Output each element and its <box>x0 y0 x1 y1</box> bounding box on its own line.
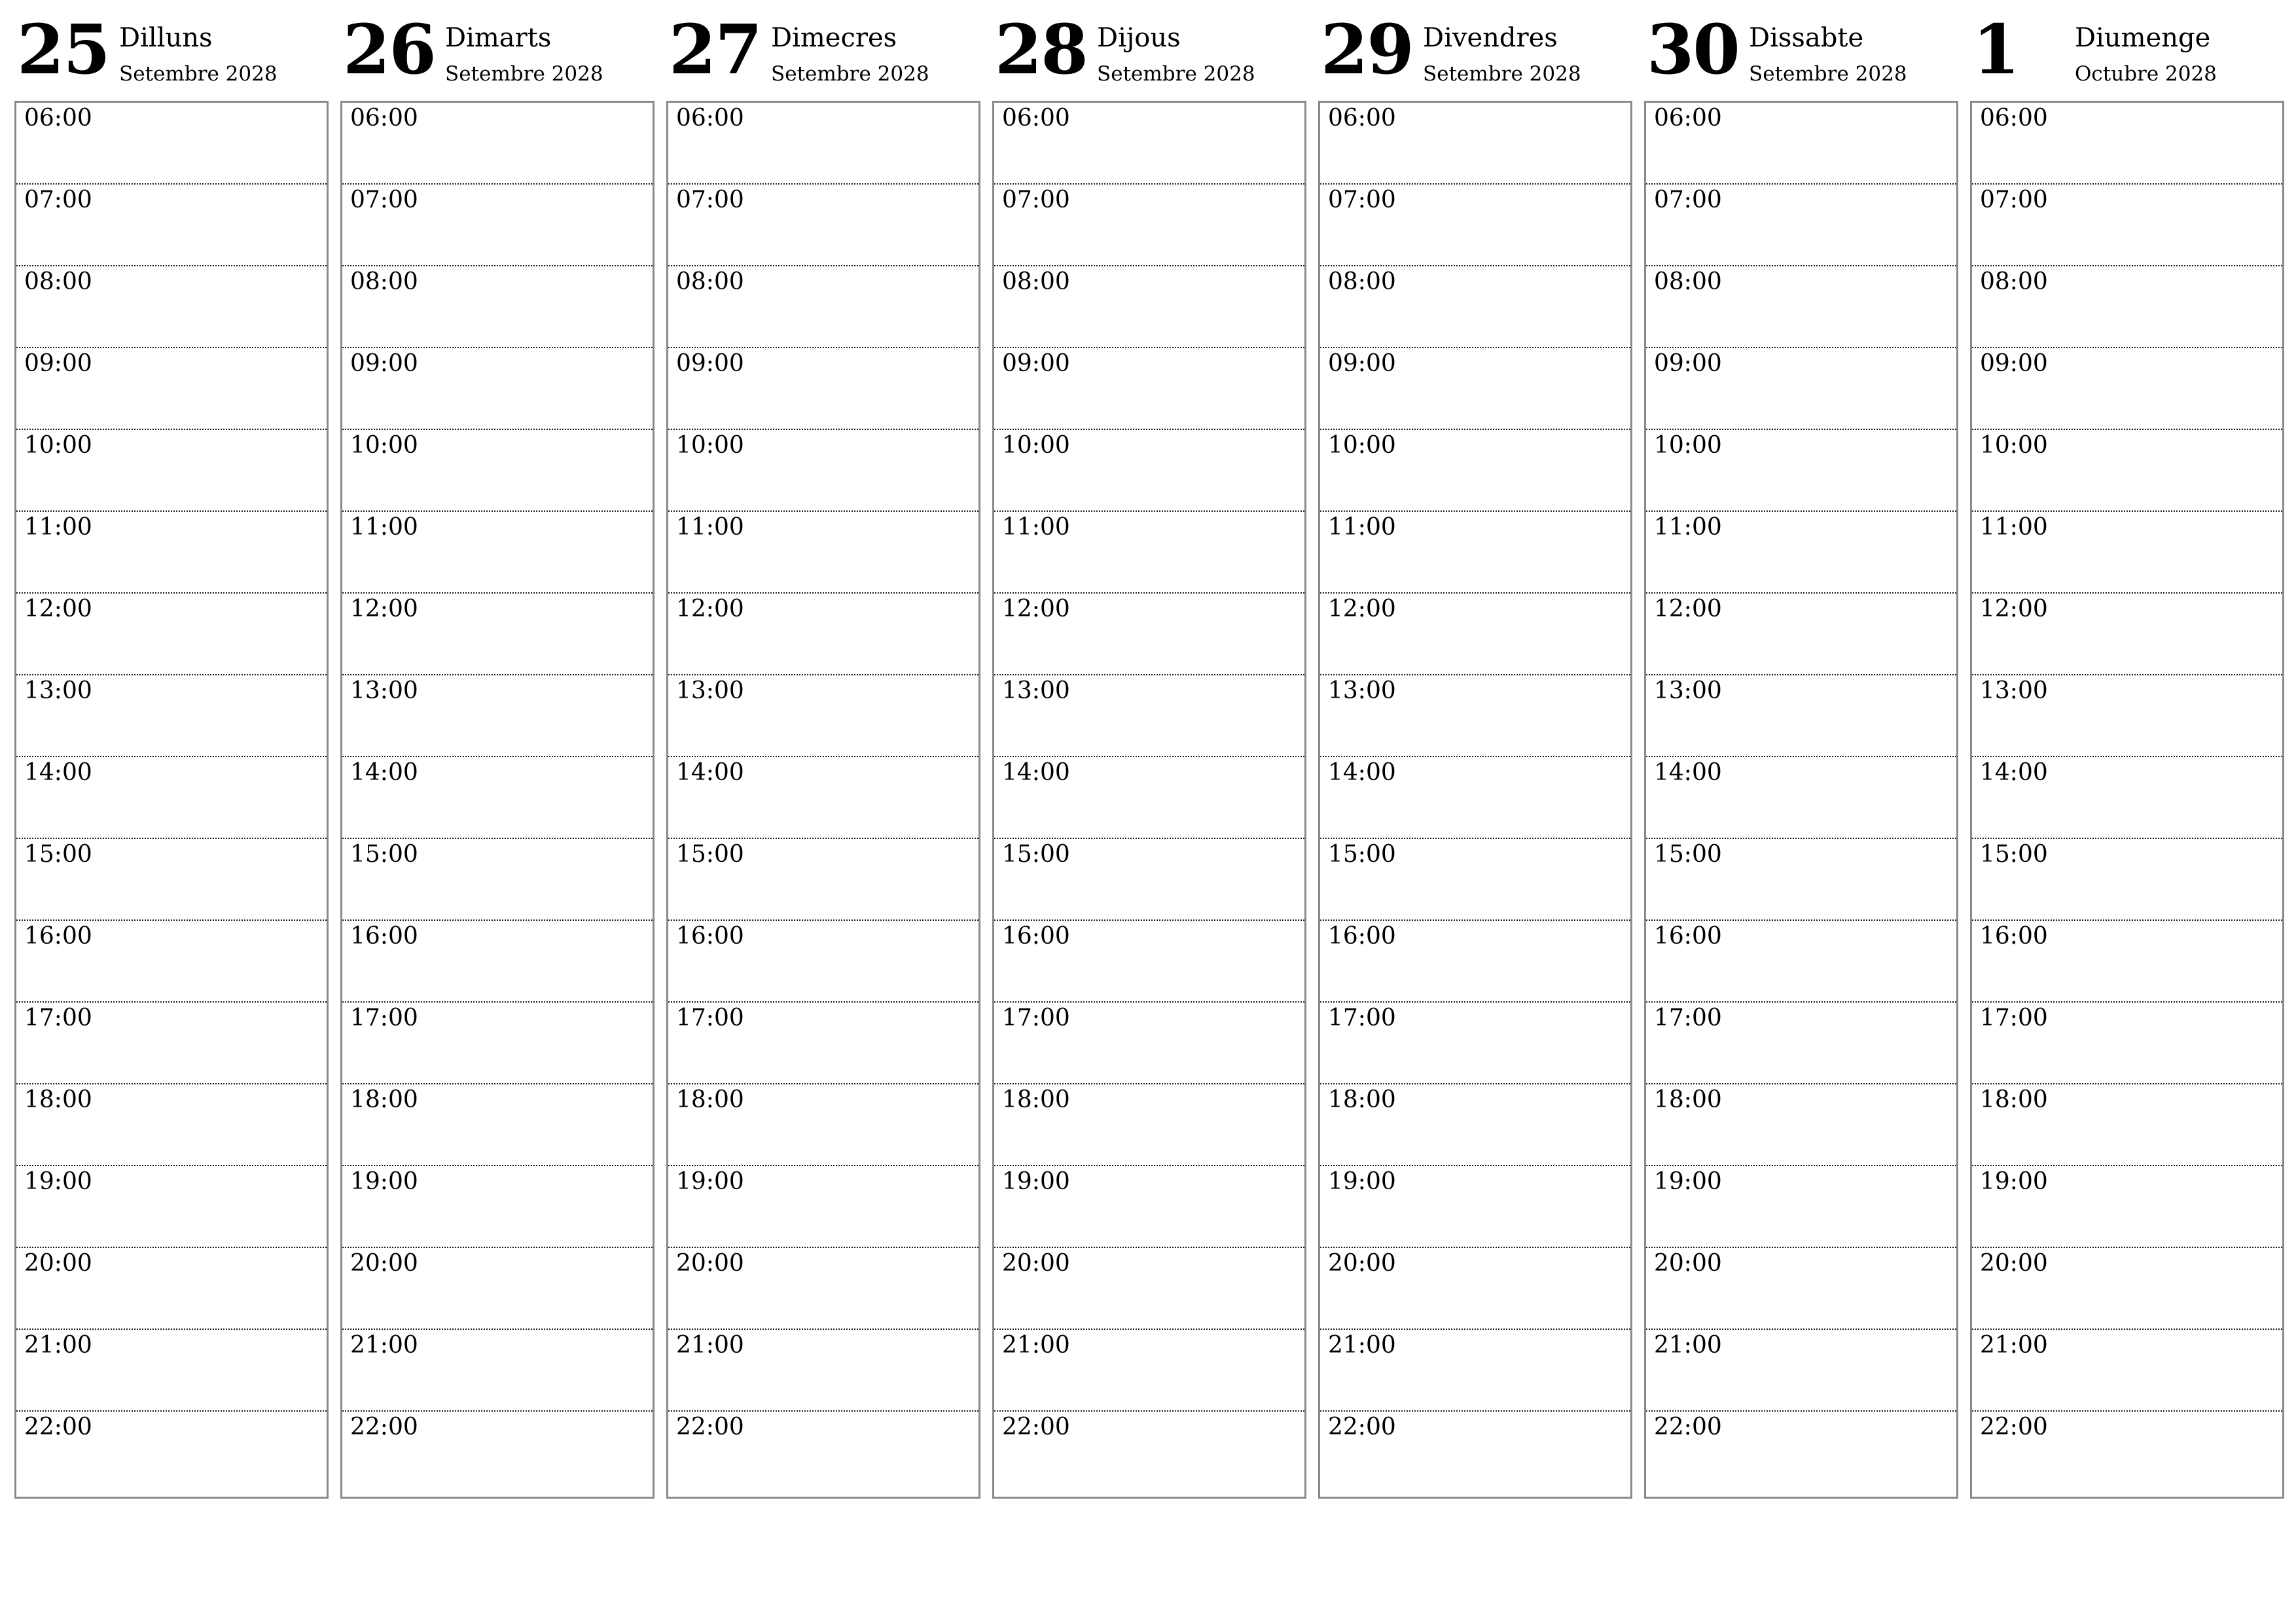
time-slot[interactable] <box>668 348 978 430</box>
time-slot-label: 21:00 <box>1328 1332 1396 1359</box>
time-slot[interactable] <box>1646 266 1956 348</box>
time-slot[interactable] <box>668 1084 978 1166</box>
weekly-planner <box>14 0 2286 1499</box>
time-slot-label: 08:00 <box>676 268 744 295</box>
time-slot-label: 13:00 <box>1002 677 1070 704</box>
time-slot[interactable] <box>668 1166 978 1248</box>
time-slot-label: 19:00 <box>350 1168 418 1195</box>
day-number: 26 <box>343 9 435 90</box>
time-slot[interactable] <box>994 185 1304 266</box>
time-slot[interactable] <box>16 348 327 430</box>
time-slot-label: 14:00 <box>1328 759 1396 786</box>
time-slot-label: 07:00 <box>1980 187 2048 213</box>
time-slot-label: 18:00 <box>676 1086 744 1113</box>
time-slot-label: 10:00 <box>676 432 744 459</box>
time-slot[interactable] <box>994 1166 1304 1248</box>
time-slot-label: 19:00 <box>24 1168 92 1195</box>
time-slot[interactable] <box>994 430 1304 512</box>
time-slot[interactable] <box>16 1412 327 1497</box>
day-header <box>666 0 979 98</box>
time-slot-label: 14:00 <box>676 759 744 786</box>
time-slot-label: 22:00 <box>1328 1414 1396 1440</box>
time-slot[interactable] <box>668 185 978 266</box>
time-slot-label: 17:00 <box>1980 1005 2048 1031</box>
time-slot[interactable] <box>994 757 1304 839</box>
time-slot-label: 17:00 <box>1328 1005 1396 1031</box>
time-slot[interactable] <box>1972 1412 2282 1497</box>
time-slot[interactable] <box>16 1084 327 1166</box>
time-slot[interactable] <box>16 1166 327 1248</box>
time-slot-label: 07:00 <box>1002 187 1070 213</box>
time-slot[interactable] <box>342 839 653 921</box>
time-slot[interactable] <box>1320 185 1630 266</box>
day-column <box>992 0 1305 1499</box>
time-slot-label: 15:00 <box>350 841 418 868</box>
time-slot-label: 10:00 <box>1328 432 1396 459</box>
time-slot[interactable] <box>668 1330 978 1412</box>
day-schedule-box <box>14 101 329 1499</box>
time-slot-label: 14:00 <box>1654 759 1722 786</box>
time-slot[interactable] <box>342 430 653 512</box>
time-slot[interactable] <box>994 675 1304 757</box>
time-slot-label: 14:00 <box>350 759 418 786</box>
time-slot-label: 18:00 <box>1980 1086 2048 1113</box>
time-slot-label: 15:00 <box>676 841 744 868</box>
time-slot-label: 07:00 <box>350 187 418 213</box>
time-slot-label: 22:00 <box>1002 1414 1070 1440</box>
time-slot[interactable] <box>994 1248 1304 1330</box>
day-header <box>992 0 1305 98</box>
time-slot-label: 11:00 <box>1980 514 2048 541</box>
time-slot-label: 12:00 <box>350 596 418 622</box>
time-slot[interactable] <box>1972 675 2282 757</box>
day-column <box>1644 0 1957 1499</box>
time-slot-label: 20:00 <box>24 1250 92 1277</box>
time-slot-label: 13:00 <box>350 677 418 704</box>
time-slot-label: 09:00 <box>676 350 744 377</box>
day-number: 28 <box>995 9 1087 90</box>
time-slot-label: 18:00 <box>24 1086 92 1113</box>
day-number: 30 <box>1647 9 1739 90</box>
time-slot[interactable] <box>1646 757 1956 839</box>
time-slot-label: 11:00 <box>1002 514 1070 541</box>
time-slot[interactable] <box>1972 594 2282 675</box>
time-slot[interactable] <box>342 1084 653 1166</box>
time-slot[interactable] <box>1320 1166 1630 1248</box>
time-slot-label: 09:00 <box>1654 350 1722 377</box>
time-slot[interactable] <box>1320 1084 1630 1166</box>
time-slot-label: 21:00 <box>1002 1332 1070 1359</box>
day-header <box>340 0 653 98</box>
time-slot-label: 19:00 <box>1328 1168 1396 1195</box>
time-slot[interactable] <box>1972 348 2282 430</box>
time-slot-label: 07:00 <box>676 187 744 213</box>
month-year-label: Setembre 2028 <box>1749 62 1907 86</box>
time-slot[interactable] <box>1320 103 1630 185</box>
time-slot-label: 15:00 <box>1328 841 1396 868</box>
time-slot-label: 06:00 <box>1654 105 1722 132</box>
time-slot-label: 12:00 <box>1654 596 1722 622</box>
time-slot[interactable] <box>342 1248 653 1330</box>
month-year-label: Setembre 2028 <box>119 62 278 86</box>
time-slot-label: 09:00 <box>1002 350 1070 377</box>
time-slot[interactable] <box>1646 1248 1956 1330</box>
time-slot-label: 18:00 <box>1328 1086 1396 1113</box>
time-slot-label: 22:00 <box>350 1414 418 1440</box>
time-slot[interactable] <box>668 921 978 1003</box>
time-slot[interactable] <box>1646 185 1956 266</box>
time-slot-label: 17:00 <box>1654 1005 1722 1031</box>
day-number: 25 <box>17 9 109 90</box>
time-slot-label: 08:00 <box>24 268 92 295</box>
time-slot[interactable] <box>1646 839 1956 921</box>
day-column <box>1318 0 1631 1499</box>
day-schedule-box <box>666 101 980 1499</box>
time-slot[interactable] <box>668 594 978 675</box>
time-slot-label: 08:00 <box>1654 268 1722 295</box>
time-slot-label: 16:00 <box>24 923 92 950</box>
time-slot-label: 11:00 <box>1654 514 1722 541</box>
time-slot[interactable] <box>16 921 327 1003</box>
time-slot[interactable] <box>1972 1166 2282 1248</box>
time-slot[interactable] <box>1972 430 2282 512</box>
time-slot[interactable] <box>1972 757 2282 839</box>
time-slot-label: 14:00 <box>24 759 92 786</box>
time-slot-label: 12:00 <box>676 596 744 622</box>
time-slot-label: 16:00 <box>1980 923 2048 950</box>
time-slot-label: 18:00 <box>1002 1086 1070 1113</box>
time-slot[interactable] <box>1646 1412 1956 1497</box>
time-slot-label: 11:00 <box>24 514 92 541</box>
time-slot[interactable] <box>16 1248 327 1330</box>
time-slot-label: 22:00 <box>676 1414 744 1440</box>
day-number: 1 <box>1973 9 2019 90</box>
weekday-name: Dijous <box>1097 23 1181 53</box>
time-slot-label: 20:00 <box>1980 1250 2048 1277</box>
time-slot[interactable] <box>1320 1330 1630 1412</box>
time-slot[interactable] <box>1320 839 1630 921</box>
time-slot[interactable] <box>994 1330 1304 1412</box>
time-slot-label: 06:00 <box>1328 105 1396 132</box>
time-slot-label: 17:00 <box>350 1005 418 1031</box>
time-slot[interactable] <box>1646 103 1956 185</box>
time-slot[interactable] <box>1320 430 1630 512</box>
time-slot-label: 06:00 <box>676 105 744 132</box>
time-slot[interactable] <box>16 185 327 266</box>
month-year-label: Setembre 2028 <box>1097 62 1255 86</box>
time-slot-label: 12:00 <box>1002 596 1070 622</box>
time-slot[interactable] <box>1320 594 1630 675</box>
time-slot[interactable] <box>1320 1003 1630 1084</box>
day-header <box>1318 0 1631 98</box>
time-slot[interactable] <box>994 348 1304 430</box>
weekday-name: Dimecres <box>771 23 897 53</box>
time-slot-label: 15:00 <box>1002 841 1070 868</box>
time-slot[interactable] <box>668 757 978 839</box>
day-column <box>340 0 653 1499</box>
time-slot[interactable] <box>1646 675 1956 757</box>
time-slot[interactable] <box>668 839 978 921</box>
time-slot-label: 13:00 <box>1654 677 1722 704</box>
time-slot-label: 13:00 <box>676 677 744 704</box>
time-slot-label: 15:00 <box>1980 841 2048 868</box>
time-slot[interactable] <box>16 430 327 512</box>
time-slot-label: 18:00 <box>350 1086 418 1113</box>
time-slot[interactable] <box>994 594 1304 675</box>
time-slot[interactable] <box>16 1330 327 1412</box>
time-slot-label: 16:00 <box>350 923 418 950</box>
time-slot-label: 20:00 <box>676 1250 744 1277</box>
time-slot-label: 14:00 <box>1980 759 2048 786</box>
time-slot[interactable] <box>994 512 1304 594</box>
time-slot-label: 09:00 <box>1980 350 2048 377</box>
time-slot[interactable] <box>668 512 978 594</box>
day-header <box>1970 0 2283 98</box>
time-slot-label: 10:00 <box>24 432 92 459</box>
time-slot-label: 16:00 <box>1002 923 1070 950</box>
time-slot-label: 06:00 <box>1002 105 1070 132</box>
time-slot-label: 22:00 <box>24 1414 92 1440</box>
time-slot[interactable] <box>668 266 978 348</box>
time-slot[interactable] <box>994 1084 1304 1166</box>
time-slot[interactable] <box>1972 1084 2282 1166</box>
time-slot[interactable] <box>1972 1330 2282 1412</box>
time-slot[interactable] <box>342 921 653 1003</box>
day-schedule-box <box>340 101 655 1499</box>
time-slot-label: 07:00 <box>1654 187 1722 213</box>
time-slot-label: 20:00 <box>1002 1250 1070 1277</box>
time-slot[interactable] <box>668 675 978 757</box>
time-slot[interactable] <box>1972 512 2282 594</box>
time-slot-label: 07:00 <box>1328 187 1396 213</box>
time-slot[interactable] <box>1972 1003 2282 1084</box>
time-slot[interactable] <box>1320 1412 1630 1497</box>
time-slot-label: 17:00 <box>24 1005 92 1031</box>
time-slot-label: 09:00 <box>24 350 92 377</box>
time-slot-label: 08:00 <box>1328 268 1396 295</box>
time-slot[interactable] <box>342 185 653 266</box>
time-slot[interactable] <box>1646 1003 1956 1084</box>
weekday-name: Dimarts <box>445 23 552 53</box>
time-slot-label: 06:00 <box>24 105 92 132</box>
time-slot-label: 14:00 <box>1002 759 1070 786</box>
time-slot-label: 10:00 <box>1980 432 2048 459</box>
time-slot-label: 19:00 <box>1980 1168 2048 1195</box>
weekday-name: Diumenge <box>2075 23 2211 53</box>
time-slot-label: 21:00 <box>676 1332 744 1359</box>
time-slot[interactable] <box>342 512 653 594</box>
time-slot-label: 20:00 <box>1328 1250 1396 1277</box>
weekday-name: Dilluns <box>119 23 213 53</box>
time-slot[interactable] <box>1972 185 2282 266</box>
time-slot[interactable] <box>1646 1166 1956 1248</box>
time-slot[interactable] <box>16 839 327 921</box>
time-slot-label: 10:00 <box>1002 432 1070 459</box>
time-slot[interactable] <box>1972 1248 2282 1330</box>
weekday-name: Dissabte <box>1749 23 1864 53</box>
time-slot[interactable] <box>994 921 1304 1003</box>
time-slot[interactable] <box>342 757 653 839</box>
time-slot-label: 19:00 <box>676 1168 744 1195</box>
time-slot[interactable] <box>342 1166 653 1248</box>
time-slot-label: 17:00 <box>1002 1005 1070 1031</box>
time-slot-label: 16:00 <box>676 923 744 950</box>
time-slot[interactable] <box>1320 348 1630 430</box>
time-slot-label: 21:00 <box>1654 1332 1722 1359</box>
time-slot[interactable] <box>342 103 653 185</box>
time-slot-label: 17:00 <box>676 1005 744 1031</box>
time-slot-label: 19:00 <box>1002 1168 1070 1195</box>
time-slot[interactable] <box>1972 839 2282 921</box>
time-slot-label: 15:00 <box>24 841 92 868</box>
time-slot[interactable] <box>1646 1330 1956 1412</box>
day-header <box>1644 0 1957 98</box>
time-slot[interactable] <box>342 675 653 757</box>
time-slot[interactable] <box>342 348 653 430</box>
day-column <box>1970 0 2283 1499</box>
time-slot-label: 16:00 <box>1654 923 1722 950</box>
time-slot-label: 13:00 <box>1980 677 2048 704</box>
time-slot[interactable] <box>1646 512 1956 594</box>
time-slot-label: 11:00 <box>676 514 744 541</box>
time-slot-label: 10:00 <box>350 432 418 459</box>
time-slot[interactable] <box>342 594 653 675</box>
day-number: 29 <box>1321 9 1413 90</box>
time-slot[interactable] <box>1320 757 1630 839</box>
time-slot[interactable] <box>16 103 327 185</box>
time-slot[interactable] <box>16 757 327 839</box>
time-slot-label: 15:00 <box>1654 841 1722 868</box>
time-slot-label: 21:00 <box>1980 1332 2048 1359</box>
time-slot[interactable] <box>1646 1084 1956 1166</box>
time-slot[interactable] <box>1320 675 1630 757</box>
time-slot[interactable] <box>342 1003 653 1084</box>
time-slot-label: 08:00 <box>350 268 418 295</box>
time-slot[interactable] <box>342 1412 653 1497</box>
time-slot[interactable] <box>668 1248 978 1330</box>
time-slot-label: 11:00 <box>1328 514 1396 541</box>
time-slot-label: 20:00 <box>1654 1250 1722 1277</box>
time-slot-label: 09:00 <box>350 350 418 377</box>
time-slot[interactable] <box>668 430 978 512</box>
time-slot[interactable] <box>994 1003 1304 1084</box>
time-slot[interactable] <box>16 675 327 757</box>
time-slot-label: 22:00 <box>1654 1414 1722 1440</box>
time-slot[interactable] <box>342 266 653 348</box>
time-slot[interactable] <box>342 1330 653 1412</box>
time-slot-label: 11:00 <box>350 514 418 541</box>
time-slot[interactable] <box>994 266 1304 348</box>
time-slot[interactable] <box>1646 430 1956 512</box>
month-year-label: Octubre 2028 <box>2075 62 2217 86</box>
time-slot[interactable] <box>668 103 978 185</box>
time-slot[interactable] <box>1320 1248 1630 1330</box>
time-slot-label: 21:00 <box>24 1332 92 1359</box>
time-slot[interactable] <box>1646 594 1956 675</box>
time-slot-label: 12:00 <box>24 596 92 622</box>
time-slot[interactable] <box>1646 921 1956 1003</box>
time-slot[interactable] <box>1972 103 2282 185</box>
time-slot[interactable] <box>668 1003 978 1084</box>
time-slot[interactable] <box>668 1412 978 1497</box>
time-slot[interactable] <box>16 512 327 594</box>
day-column <box>666 0 979 1499</box>
day-header <box>14 0 327 98</box>
time-slot[interactable] <box>16 266 327 348</box>
time-slot-label: 13:00 <box>1328 677 1396 704</box>
day-column <box>14 0 327 1499</box>
time-slot[interactable] <box>1646 348 1956 430</box>
time-slot-label: 21:00 <box>350 1332 418 1359</box>
time-slot[interactable] <box>994 103 1304 185</box>
time-slot[interactable] <box>1320 512 1630 594</box>
time-slot[interactable] <box>1320 921 1630 1003</box>
day-schedule-box <box>992 101 1306 1499</box>
time-slot[interactable] <box>1320 266 1630 348</box>
time-slot[interactable] <box>1972 266 2282 348</box>
time-slot-label: 20:00 <box>350 1250 418 1277</box>
time-slot[interactable] <box>16 1003 327 1084</box>
time-slot-label: 06:00 <box>1980 105 2048 132</box>
time-slot[interactable] <box>16 594 327 675</box>
time-slot[interactable] <box>994 839 1304 921</box>
time-slot-label: 09:00 <box>1328 350 1396 377</box>
month-year-label: Setembre 2028 <box>771 62 929 86</box>
time-slot-label: 08:00 <box>1980 268 2048 295</box>
day-schedule-box <box>1970 101 2284 1499</box>
month-year-label: Setembre 2028 <box>1423 62 1581 86</box>
time-slot-label: 22:00 <box>1980 1414 2048 1440</box>
time-slot-label: 16:00 <box>1328 923 1396 950</box>
time-slot-label: 10:00 <box>1654 432 1722 459</box>
day-schedule-box <box>1644 101 1958 1499</box>
time-slot[interactable] <box>1972 921 2282 1003</box>
time-slot[interactable] <box>994 1412 1304 1497</box>
time-slot-label: 18:00 <box>1654 1086 1722 1113</box>
time-slot-label: 08:00 <box>1002 268 1070 295</box>
weekday-name: Divendres <box>1423 23 1558 53</box>
day-number: 27 <box>669 9 761 90</box>
time-slot-label: 13:00 <box>24 677 92 704</box>
time-slot-label: 07:00 <box>24 187 92 213</box>
time-slot-label: 06:00 <box>350 105 418 132</box>
day-schedule-box <box>1318 101 1632 1499</box>
time-slot-label: 19:00 <box>1654 1168 1722 1195</box>
time-slot-label: 12:00 <box>1980 596 2048 622</box>
month-year-label: Setembre 2028 <box>445 62 603 86</box>
time-slot-label: 12:00 <box>1328 596 1396 622</box>
